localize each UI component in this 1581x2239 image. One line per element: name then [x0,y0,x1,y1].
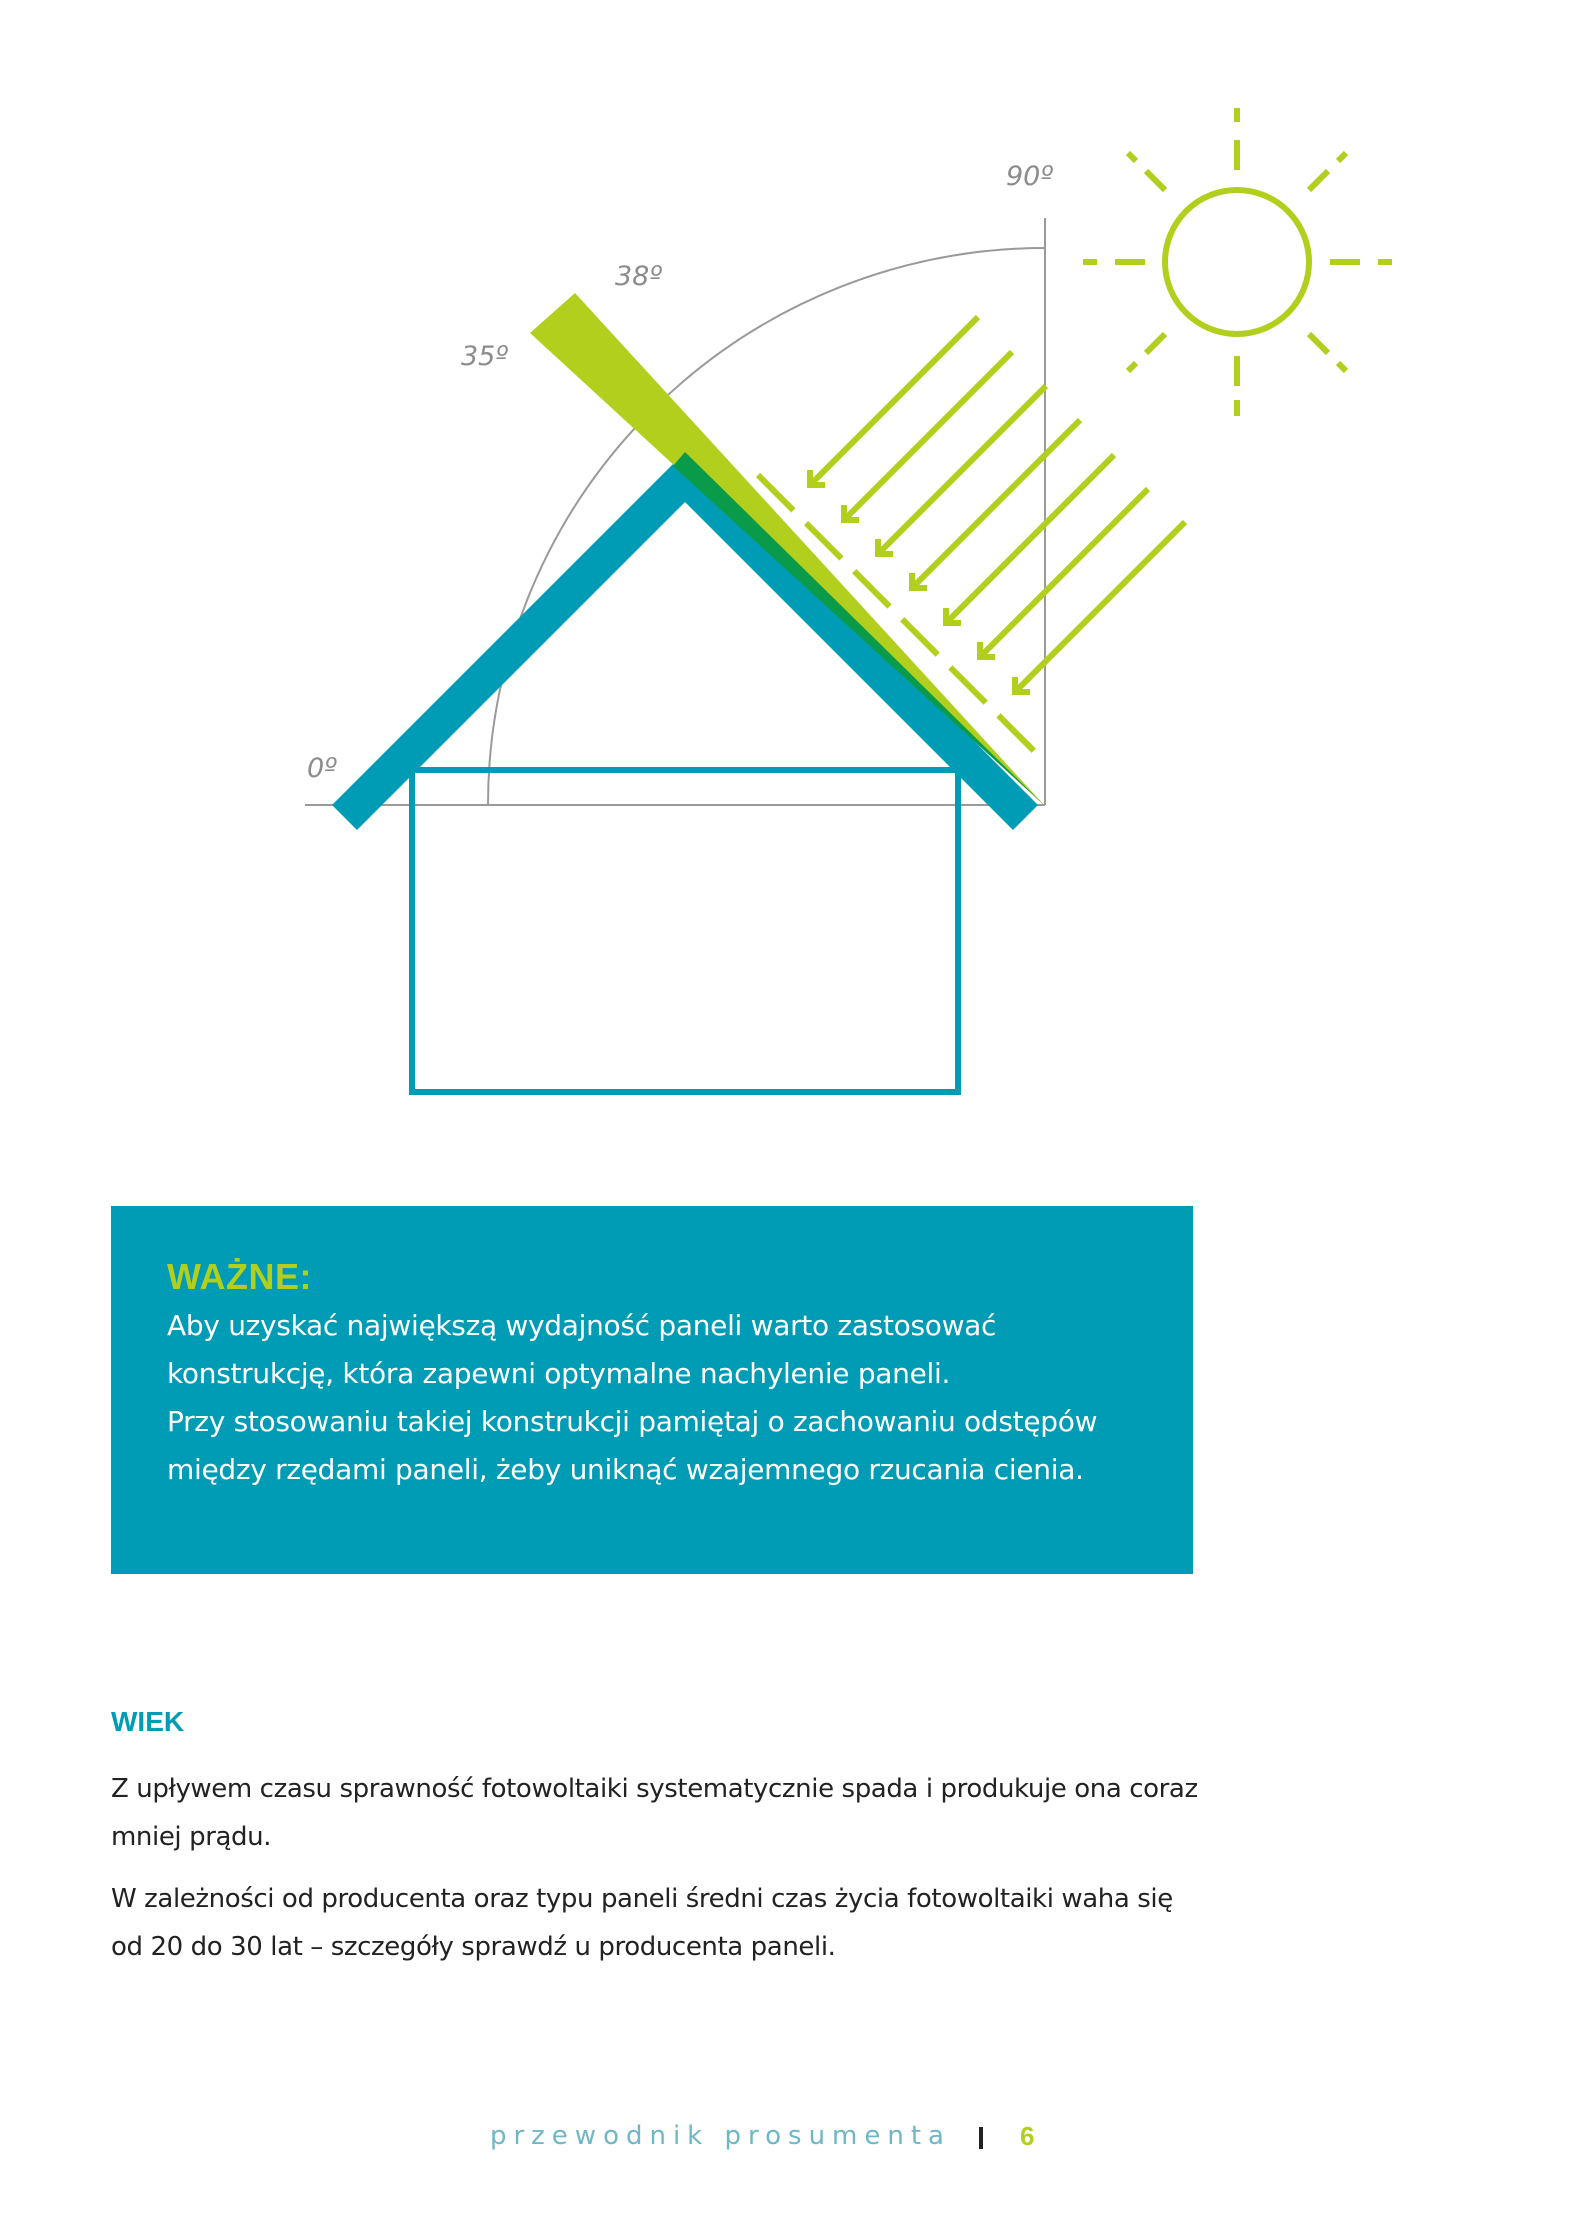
house-roof [332,452,1038,830]
house-icon [332,452,1038,1092]
sun-ray-arrow-icon [1015,522,1185,692]
house-wall [412,770,958,1092]
sun-icon [1083,108,1392,416]
angle-label-0: 0º [307,753,337,784]
section-heading: WIEK [111,1706,185,1737]
paragraph-lifespan [111,1875,1211,1971]
angle-label-38: 38º [615,261,663,292]
sun-ray-arrow-icon [912,420,1080,588]
callout-line: Aby uzyskać największą wydajność paneli warto zastosować [167,1309,997,1342]
paragraph-line: Z upływem czasu sprawność fotowoltaiki systematycznie spada i produkuje ona coraz [111,1774,1198,1804]
paragraph-line: W zależności od producenta oraz typu paneli średni czas życia fotowoltaiki waha się [111,1884,1173,1914]
footer-brand: przewodnik prosumenta [489,2121,951,2151]
paragraph-line: mniej prądu. [111,1822,272,1852]
sun-ray-arrow-icon [844,352,1012,520]
footer-separator [979,2127,983,2149]
paragraph-line: od 20 do 30 lat – szczegóły sprawdź u producenta paneli. [111,1932,836,1962]
callout-line: konstrukcję, która zapewni optymalne nachylenie paneli. [167,1357,951,1390]
page-number: 6 [1020,2121,1035,2151]
callout-line: między rzędami paneli, żeby uniknąć wzajemnego rzucania cienia. [167,1453,1084,1486]
sun-ray-arrow-icon [878,386,1046,554]
paragraph-aging [111,1765,1211,1861]
callout-title: WAŻNE: [167,1256,312,1297]
callout-text [167,1302,1137,1494]
callout-line: Przy stosowaniu takiej konstrukcji pamiętaj o zachowaniu odstępów [167,1405,1098,1438]
page-footer [0,2121,1581,2161]
sun-ray-arrow-icon [946,455,1114,623]
important-callout [111,1206,1193,1574]
angle-label-35: 35º [461,341,509,372]
sun-ray-arrow-icon [980,489,1148,657]
sun-disc [1165,190,1309,334]
sun-ray-arrow-icon [810,317,978,485]
angle-label-90: 90º [1006,161,1054,192]
